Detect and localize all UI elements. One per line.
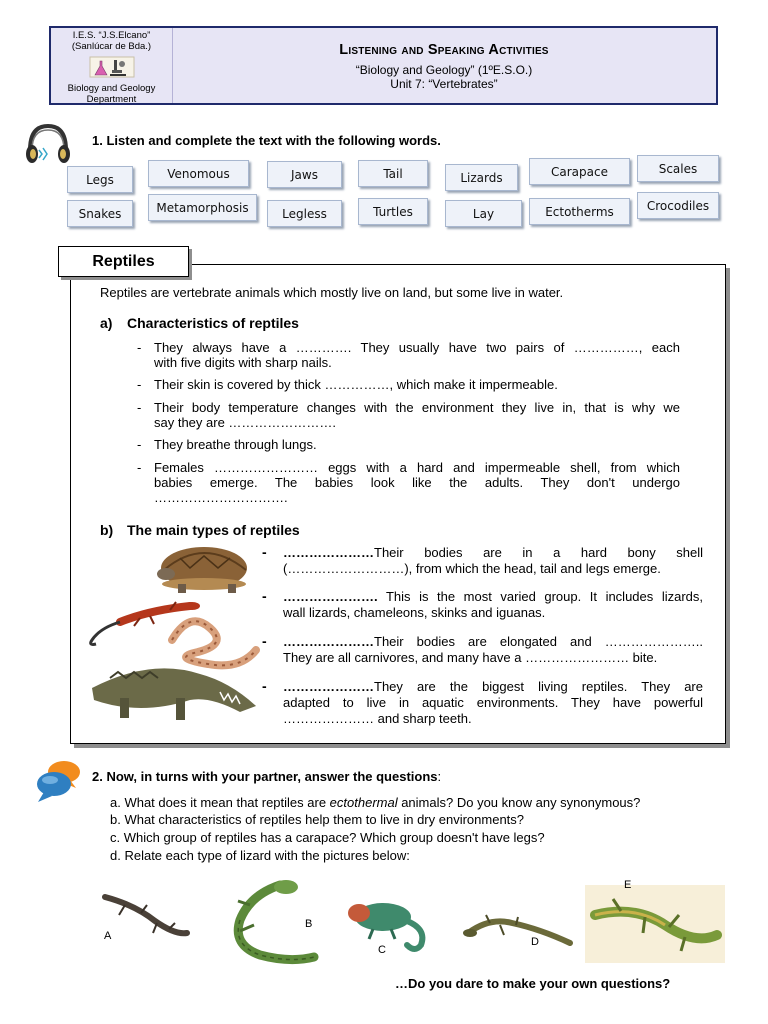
unit-line: Unit 7: “Vertebrates” [390, 77, 498, 91]
reptiles-illustration [80, 540, 265, 735]
word-card: Legless [267, 200, 342, 227]
reptiles-intro: Reptiles are vertebrate animals which mostly live on land, but some live in water. [100, 285, 564, 300]
answer-blank: ………………… [283, 679, 374, 694]
reptile-type-line: wall lizards, chameleons, skinks and iguanas. [283, 605, 546, 620]
worksheet-title: Listening and Speaking Activities [339, 42, 549, 58]
reptile-type-line: adapted to live in aquatic environments. They have powerful [283, 695, 703, 710]
lab-equipment-icon [88, 55, 136, 79]
characteristic-line: They always have a …………. They usually have two pairs of ……………, each [154, 340, 680, 355]
bullet-dash: - [137, 340, 142, 355]
word-card: Legs [67, 166, 133, 193]
answer-blank: …………………. [283, 589, 378, 604]
reptile-description: Their bodies are in a hard bony shell [374, 545, 703, 560]
bullet-dash: - [137, 400, 142, 415]
word-card: Turtles [358, 198, 428, 225]
lizard-picture-e [585, 885, 725, 963]
school-name: I.E.S. “J.S.Elcano” [72, 30, 151, 41]
question-item: c. Which group of reptiles has a carapace? Which group doesn't have legs? [110, 830, 545, 845]
closing-question: …Do you dare to make your own questions? [395, 976, 671, 991]
characteristic-line: Their skin is covered by thick ……………, which make it impermeable. [154, 377, 558, 392]
word-card: Scales [637, 155, 719, 182]
worksheet-header [49, 26, 718, 105]
section-a-letter: a) [100, 315, 113, 331]
snake-image [172, 621, 256, 665]
picture-label: E [624, 879, 632, 891]
reptile-type-line [283, 589, 703, 605]
picture-label: B [305, 918, 313, 930]
word-card: Lizards [445, 164, 518, 191]
reptile-type-line [283, 634, 703, 650]
school-location: (Sanlúcar de Bda.) [71, 41, 152, 52]
picture-label: D [531, 936, 539, 948]
lizard-picture-b [210, 875, 320, 967]
word-card: Carapace [529, 158, 630, 185]
word-card: Tail [358, 160, 428, 187]
question-2-colon: : [437, 769, 442, 784]
section-a-title: Characteristics of reptiles [127, 315, 299, 331]
bullet-dash: - [137, 377, 142, 392]
picture-label: C [378, 944, 386, 956]
reptile-type-line: They are all carnivores, and many have a …………………… bite. [283, 650, 658, 665]
crocodile-image [92, 668, 256, 720]
answer-blank: ………………… [283, 634, 374, 649]
bullet-dash: - [262, 544, 267, 560]
section-b-letter: b) [100, 522, 114, 538]
reptile-description: They are the biggest living reptiles. They are [374, 679, 703, 694]
bullet-dash: - [137, 437, 142, 452]
lizard-picture-c [345, 893, 430, 955]
characteristic-line: …………………………. [154, 490, 288, 505]
word-card: Metamorphosis [148, 194, 257, 221]
question-item: d. Relate each type of lizard with the pictures below: [110, 848, 410, 863]
question-2-text: 2. Now, in turns with your partner, answer the questions [92, 769, 438, 784]
characteristic-line: They breathe through lungs. [154, 437, 317, 452]
characteristic-line: babies emerge. The babies look like the adults. They don't undergo [154, 475, 680, 490]
word-card: Venomous [148, 160, 249, 187]
reptile-type-line [283, 679, 703, 695]
reptile-description: Their bodies are elongated and ………………….. [374, 634, 703, 649]
reptile-type-line: ………………… and sharp teeth. [283, 711, 472, 726]
word-card: Lay [445, 200, 522, 227]
department-name: Biology and Geology [67, 83, 156, 94]
question-item [110, 795, 640, 810]
school-info [51, 28, 173, 103]
picture-label: A [104, 930, 112, 942]
bullet-dash: - [262, 633, 267, 649]
headphones-icon [22, 120, 74, 168]
subject-line: “Biology and Geology” (1ºE.S.O.) [355, 63, 533, 77]
question-2-title [92, 769, 441, 784]
speech-bubbles-icon [34, 758, 82, 804]
characteristic-line: with five digits with sharp nails. [154, 355, 332, 370]
reptile-type-line [283, 545, 703, 561]
section-b-title: The main types of reptiles [127, 522, 300, 538]
reptiles-heading: Reptiles [58, 246, 189, 277]
word-card: Jaws [267, 161, 342, 188]
question-item: b. What characteristics of reptiles help them to live in dry environments? [110, 812, 525, 827]
word-card: Snakes [67, 200, 133, 227]
bullet-dash: - [137, 460, 142, 475]
question-emphasis: ectothermal [329, 795, 398, 810]
answer-blank: ………………… [283, 545, 374, 560]
bullet-dash: - [262, 678, 267, 694]
characteristic-line: Females …………………… eggs with a hard and impermeable shell, from which [154, 460, 680, 475]
word-card: Crocodiles [637, 192, 719, 219]
question-text-end: animals? Do you know any synonymous? [397, 795, 641, 810]
characteristic-line: say they are ……………………. [154, 415, 337, 430]
reptile-description: This is the most varied group. It includes lizards, [377, 589, 703, 604]
word-card: Ectotherms [529, 198, 630, 225]
department-label: Department [86, 94, 137, 105]
question-text: a. What does it mean that reptiles are [110, 795, 330, 810]
reptile-type-line: (………………………), from which the head, tail and legs emerge. [283, 561, 661, 576]
characteristic-line: Their body temperature changes with the environment they live in, that is why we [154, 400, 680, 415]
lizard-picture-d [460, 895, 575, 950]
tortoise-image [157, 547, 247, 593]
question-1-title: 1. Listen and complete the text with the following words. [92, 133, 441, 148]
bullet-dash: - [262, 588, 267, 604]
